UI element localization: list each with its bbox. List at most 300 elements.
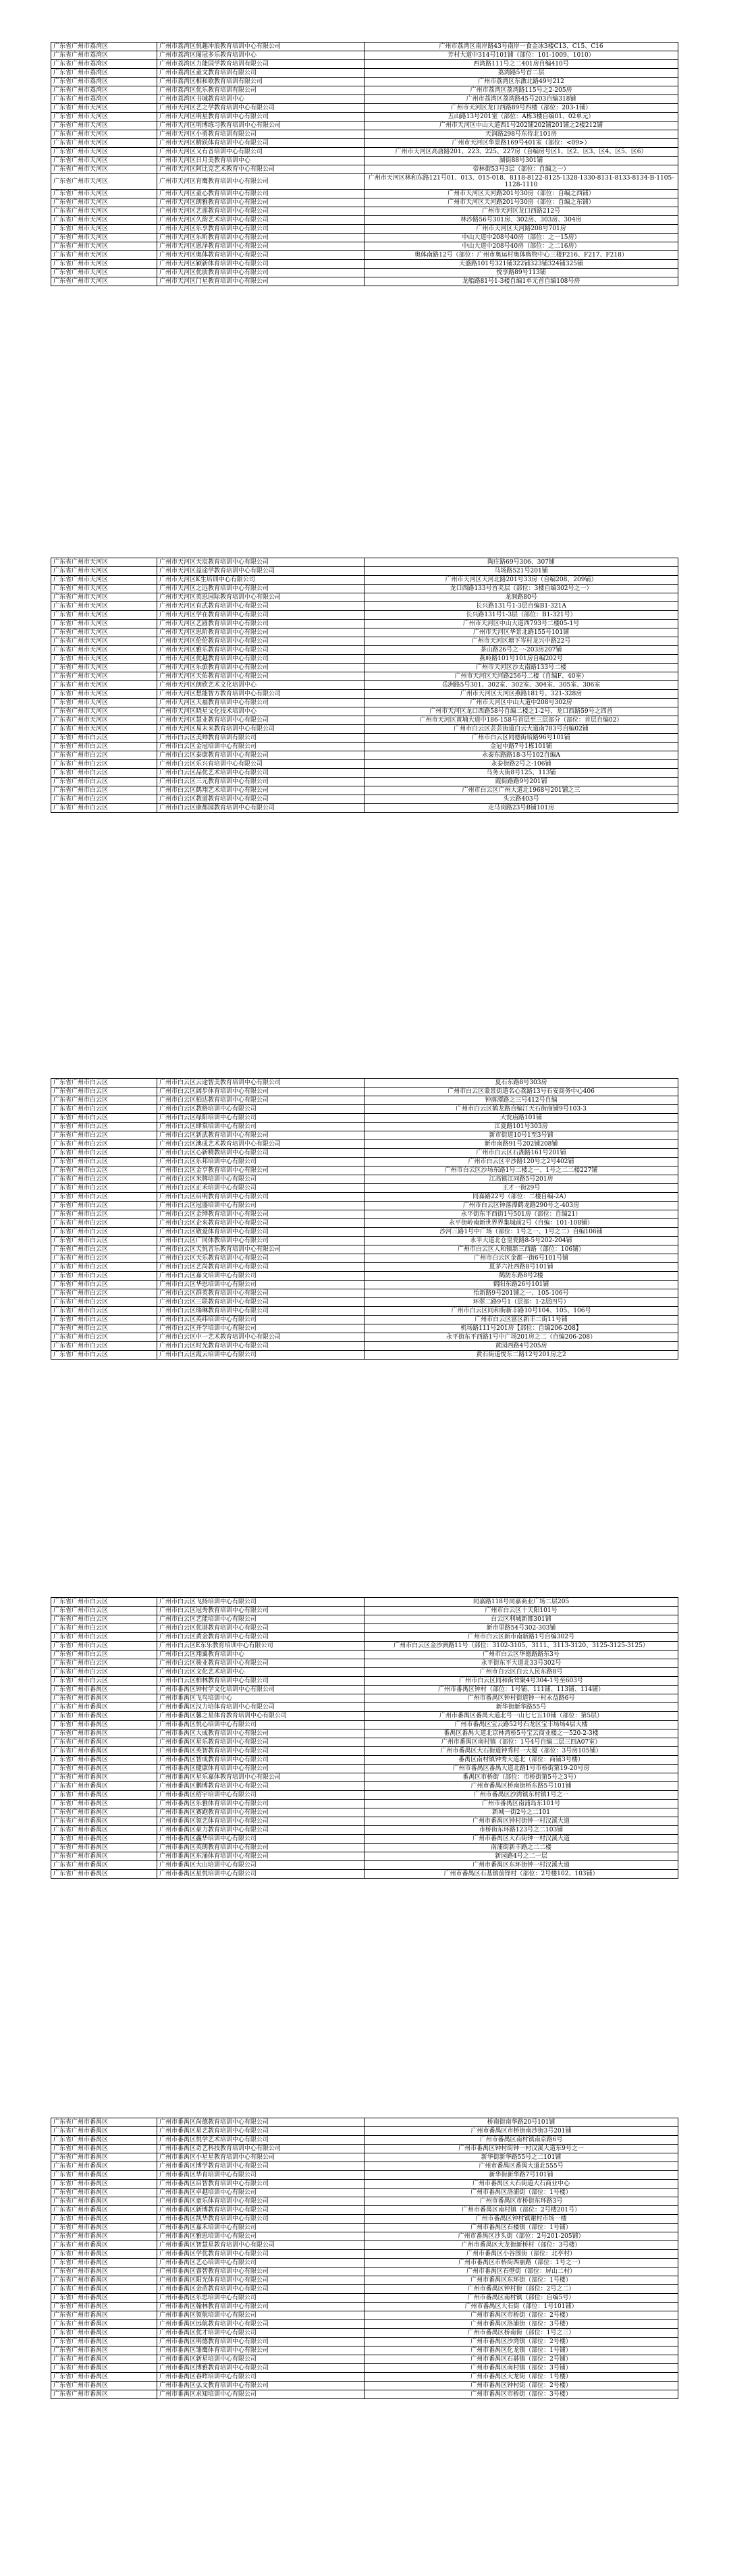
address-cell: 广州市番禺区钟村街道钟一村永益路6号 xyxy=(364,1694,678,1703)
address-cell: 永平街东平西路1号中广场201房之二（自编206-208） xyxy=(364,1333,678,1342)
table-row xyxy=(51,1184,678,1193)
table-row xyxy=(51,1694,678,1703)
institution-name-cell: 广州市番禺区星艺教育培训中心有限公司 xyxy=(157,2127,364,2136)
institution-name-cell: 广州市天河区乐旅教育培训中心有限公司 xyxy=(157,664,364,672)
institution-name-cell: 广州市白云区金绅教育培训中心有限公司 xyxy=(157,1210,364,1219)
address-cell: 燕岭路101号101房自编202号 xyxy=(364,655,678,664)
region-cell: 广东省广州市白云区 xyxy=(51,1210,157,1219)
address-cell: 广州市天河区天河路201号30房（部位：自编之西铺） xyxy=(364,190,678,198)
institution-name-cell: 广州市番禺区启智教育培训中心有限公司 xyxy=(157,2180,364,2189)
institution-name-cell: 广州市白云区艺能培训中心有限公司 xyxy=(157,1615,364,1624)
address-cell: 鹤防东路8号2楼 xyxy=(364,1272,678,1281)
region-cell: 广东省广州市白云区 xyxy=(51,1633,157,1642)
address-cell: 广州市天河区天河路208号701房 xyxy=(364,225,678,234)
region-cell: 广东省广州市天河区 xyxy=(51,198,157,207)
region-cell: 广东省广州市天河区 xyxy=(51,174,157,190)
address-cell: 广州市番禺区沙头街（部位：2号201-205铺） xyxy=(364,2232,678,2241)
region-cell: 广东省广州市番禺区 xyxy=(51,1808,157,1817)
region-cell: 广东省广州市白云区 xyxy=(51,1324,157,1333)
institution-name-cell: 广州市天河区明博练习教育培训中心有限公司 xyxy=(157,122,364,130)
table-row xyxy=(51,139,678,148)
address-cell: 广州市番禺区大龙街（部位：1号楼） xyxy=(364,2373,678,2382)
table-body xyxy=(51,1079,678,1360)
table-row xyxy=(51,1105,678,1114)
region-cell: 广东省广州市天河区 xyxy=(51,216,157,225)
region-cell: 广东省广州市荔湾区 xyxy=(51,69,157,78)
table-row xyxy=(51,260,678,269)
table-row xyxy=(51,2329,678,2338)
region-cell: 广东省广州市白云区 xyxy=(51,1149,157,1158)
address-cell: 岳洲路5号301、302室、302室、304室、305室、306室 xyxy=(364,681,678,690)
address-cell: 广州市天河区林和东路121号01、013、015-018、8118-8122-8125-1328-1330-8131-8133-8134-B-1105-1128-1110 xyxy=(364,174,678,190)
institution-name-cell: 广州市白云区广同体教培训中心有限公司 xyxy=(157,1237,364,1245)
region-cell: 广东省广州市白云区 xyxy=(51,1624,157,1633)
institution-name-cell: 广州市番禺区金苗教育培训中心有限公司 xyxy=(157,2285,364,2294)
address-cell: 永平大道北仓皇瓷路8-5号202-204铺 xyxy=(364,1237,678,1245)
institution-name-cell: 广州市白云区柏林教育培训中心有限公司 xyxy=(157,1677,364,1686)
region-cell: 广东省广州市白云区 xyxy=(51,1263,157,1272)
record-table xyxy=(51,558,678,813)
table-row xyxy=(51,1747,678,1756)
region-cell: 广东省广州市番禺区 xyxy=(51,2118,157,2127)
table-section xyxy=(51,42,678,286)
address-cell: 广州市白云区同和街耸聚4号304-1号至603号 xyxy=(364,1677,678,1686)
institution-name-cell: 广州市天河区优越教育培训中心有限公司 xyxy=(157,655,364,664)
institution-name-cell: 广州市番禺区智成教育培训中心有限公司 xyxy=(157,1756,364,1765)
address-cell: 悦享路89号113铺 xyxy=(364,269,678,277)
table-row xyxy=(51,699,678,707)
institution-name-cell: 广州市番禺区雅思培训中心有限公司 xyxy=(157,2232,364,2241)
region-cell: 广东省广州市番禺区 xyxy=(51,2232,157,2241)
table-row xyxy=(51,198,678,207)
region-cell: 广东省广州市番禺区 xyxy=(51,2346,157,2355)
region-cell: 广东省广州市天河区 xyxy=(51,567,157,576)
institution-name-cell: 广州市天河区伦伦教育培训中心有限公司 xyxy=(157,637,364,646)
institution-name-cell: 广州市白云区教格培训中心有限公司 xyxy=(157,1105,364,1114)
institution-name-cell: 广州市番禺区星乐嘉体教育培训中心有限公司 xyxy=(157,1773,364,1782)
institution-name-cell: 广州市天河区恩泽教育培训中心有限公司 xyxy=(157,242,364,251)
table-row xyxy=(51,2320,678,2329)
address-cell: 龙口西路133号首夹层（部位：3楼自编302号之一） xyxy=(364,585,678,593)
table-row xyxy=(51,646,678,655)
table-row xyxy=(51,1598,678,1607)
region-cell: 广东省广州市白云区 xyxy=(51,1307,157,1316)
address-cell: 广州市天河区龙口西路89号四楼（部位：203-1铺） xyxy=(364,104,678,113)
institution-name-cell: 广州市白云区天悦音乐教育培训中心有限公司 xyxy=(157,1245,364,1254)
address-cell: 广州市番禺区钟村街钟一村汉溪大道东9号之一 xyxy=(364,2145,678,2153)
region-cell: 广东省广州市天河区 xyxy=(51,148,157,157)
region-cell: 广东省广州市白云区 xyxy=(51,1316,157,1324)
region-cell: 广东省广州市番禺区 xyxy=(51,1721,157,1729)
institution-name-cell: 广州市白云区华思培训中心有限公司 xyxy=(157,1281,364,1289)
address-cell: 中山大道中208号40房（部位：之一15房） xyxy=(364,234,678,242)
address-cell: 广州市白云区同和街新丰路10号104、105、106号 xyxy=(364,1307,678,1316)
table-row xyxy=(51,1738,678,1747)
address-cell: 广州市天河区龙口西路212号 xyxy=(364,207,678,216)
table-row xyxy=(51,786,678,795)
region-cell: 广东省广州市白云区 xyxy=(51,1193,157,1202)
address-cell: 广州市番禺区沙湾镇（部位：2号楼） xyxy=(364,2338,678,2346)
table-row xyxy=(51,1756,678,1765)
institution-name-cell: 广州市番禺区东涌体育培训中心有限公司 xyxy=(157,1852,364,1861)
institution-name-cell: 广州市荔湾区力能国学教育培训有限公司 xyxy=(157,60,364,69)
table-row xyxy=(51,1272,678,1281)
table-row xyxy=(51,1166,678,1175)
table-row xyxy=(51,558,678,567)
region-cell: 广东省广州市白云区 xyxy=(51,751,157,760)
region-cell: 广东省广州市白云区 xyxy=(51,795,157,804)
region-cell: 广东省广州市番禺区 xyxy=(51,1782,157,1791)
address-cell: 广州市番禺区市桥街西丽路（部位：1号之一） xyxy=(364,2259,678,2268)
table-row xyxy=(51,1677,678,1686)
table-row xyxy=(51,207,678,216)
institution-name-cell: 广州市番禺区雏鹰体育培训中心有限公司 xyxy=(157,2346,364,2355)
region-cell: 广东省广州市荔湾区 xyxy=(51,51,157,60)
institution-name-cell: 广州市白云区启明教育培训中心有限公司 xyxy=(157,1193,364,1202)
address-cell: 广州市番禺区南村镇（部位：2号楼201号） xyxy=(364,2206,678,2215)
address-cell: 帝林街53号3层（部位：自编之一） xyxy=(364,165,678,174)
table-row xyxy=(51,43,678,51)
table-row xyxy=(51,2364,678,2373)
institution-name-cell: 广州市天河区学在教育培训中心有限公司 xyxy=(157,611,364,620)
table-row xyxy=(51,664,678,672)
region-cell: 广东省广州市白云区 xyxy=(51,1607,157,1615)
table-row xyxy=(51,113,678,122)
institution-name-cell: 广州市荔湾区图冠多乐教育培训中心 xyxy=(157,51,364,60)
address-cell: 广州市番禺区市桥街（部位：3号楼） xyxy=(364,2390,678,2399)
address-cell: 番禺区南村镇钟秀大道北（部位：商铺3号楼） xyxy=(364,1756,678,1765)
table-row xyxy=(51,1765,678,1773)
institution-name-cell: 广州市天河区天福教育培训中心有限公司 xyxy=(157,699,364,707)
institution-name-cell: 广州市番禺区领艺体育培训中心有限公司 xyxy=(157,1817,364,1826)
record-table xyxy=(51,1078,678,1360)
region-cell: 广东省广州市天河区 xyxy=(51,602,157,611)
address-cell: 中山大道中208号40房（部位：之二16房） xyxy=(364,242,678,251)
region-cell: 广东省广州市番禺区 xyxy=(51,2250,157,2259)
region-cell: 广东省广州市天河区 xyxy=(51,707,157,716)
address-cell: 广州市荔湾区南岸路43号南岸一食金冰3楼C13、C15、C16 xyxy=(364,43,678,51)
institution-name-cell: 广州市白云区肆棠培训中心有限公司 xyxy=(157,1123,364,1131)
region-cell: 广东省广州市白云区 xyxy=(51,769,157,778)
institution-name-cell: 广州市番禺区翰林教育培训中心有限公司 xyxy=(157,2303,364,2311)
table-row xyxy=(51,95,678,104)
region-cell: 广东省广州市白云区 xyxy=(51,1598,157,1607)
region-cell: 广东省广州市番禺区 xyxy=(51,1870,157,1879)
address-cell: 广州市白云区白云人民东路8号 xyxy=(364,1668,678,1677)
region-cell: 广东省广州市天河区 xyxy=(51,269,157,277)
table-row xyxy=(51,1607,678,1615)
institution-name-cell: 广州市天河区艺圆教育培训中心有限公司 xyxy=(157,620,364,628)
table-row xyxy=(51,2259,678,2268)
address-cell: 广州市白云区芸芸街道白云大道南783号自编02铺 xyxy=(364,725,678,734)
address-cell: 龙洞路80号 xyxy=(364,593,678,602)
region-cell: 广东省广州市天河区 xyxy=(51,190,157,198)
table-row xyxy=(51,1852,678,1861)
region-cell: 广东省广州市番禺区 xyxy=(51,2145,157,2153)
address-cell: 广州市番禺区大石街道钟秀村一大厦（部位：3号房105铺） xyxy=(364,1747,678,1756)
region-cell: 广东省广州市白云区 xyxy=(51,1184,157,1193)
region-cell: 广东省广州市番禺区 xyxy=(51,1686,157,1694)
institution-name-cell: 广州市天河区门星教育培训中心有限公司 xyxy=(157,277,364,286)
table-row xyxy=(51,1624,678,1633)
address-cell: 新城一街2号之二101 xyxy=(364,1808,678,1817)
institution-name-cell: 广州市天河区易未来教育培训中心有限公司 xyxy=(157,725,364,734)
region-cell: 广东省广州市天河区 xyxy=(51,113,157,122)
region-cell: 广东省广州市番禺区 xyxy=(51,1747,157,1756)
region-cell: 广东省广州市番禺区 xyxy=(51,2311,157,2320)
table-row xyxy=(51,165,678,174)
address-cell: 广州市番禺区宝云路52号石龙区宝丰场场4层大楼 xyxy=(364,1721,678,1729)
institution-name-cell: 广州市天河区乐昕教育培训中心有限公司 xyxy=(157,234,364,242)
region-cell: 广东省广州市白云区 xyxy=(51,1166,157,1175)
institution-name-cell: 广州市番禺区汉力培体育培训中心有限公司 xyxy=(157,1703,364,1712)
address-cell: 长兴路131号1-3层自编B1-321A xyxy=(364,602,678,611)
address-cell: 广州市番禺区市桥街（部位：2号楼） xyxy=(364,2311,678,2320)
address-cell: 新华街新华路7号101铺 xyxy=(364,2171,678,2180)
table-row xyxy=(51,1219,678,1228)
region-cell: 广东省广州市番禺区 xyxy=(51,1694,157,1703)
address-cell: 王才一街29号 xyxy=(364,1184,678,1193)
institution-name-cell: 广州市天河区久韵艺术培训中心有限公司 xyxy=(157,216,364,225)
region-cell: 广东省广州市白云区 xyxy=(51,1651,157,1659)
table-row xyxy=(51,234,678,242)
address-cell: 广州市白云区广州大道北1968号201铺之三 xyxy=(364,786,678,795)
institution-name-cell: 广州市白云区英纬培训中心有限公司 xyxy=(157,1316,364,1324)
institution-name-cell: 广州市荔湾区优乐教育培训有限公司 xyxy=(157,86,364,95)
address-cell: 马场路521号201铺 xyxy=(364,567,678,576)
table-body xyxy=(51,2118,678,2399)
institution-name-cell: 广州市天河区乐享教育培训中心有限公司 xyxy=(157,225,364,234)
table-row xyxy=(51,2153,678,2162)
address-cell: 永泰街路2号之-106铺 xyxy=(364,760,678,769)
table-row xyxy=(51,130,678,139)
region-cell: 广东省广州市天河区 xyxy=(51,655,157,664)
table-row xyxy=(51,1686,678,1694)
institution-name-cell: 广州市天河区朗欣艺术文化培训中心 xyxy=(157,681,364,690)
region-cell: 广东省广州市天河区 xyxy=(51,690,157,699)
institution-name-cell: 广州市番禺区凯华教育培训中心有限公司 xyxy=(157,2215,364,2224)
region-cell: 广东省广州市白云区 xyxy=(51,760,157,769)
table-row xyxy=(51,1193,678,1202)
region-cell: 广东省广州市白云区 xyxy=(51,1114,157,1123)
institution-name-cell: 广州市天河区雅乐教育培训中心有限公司 xyxy=(157,646,364,655)
region-cell: 广东省广州市白云区 xyxy=(51,1140,157,1149)
region-cell: 广东省广州市白云区 xyxy=(51,1131,157,1140)
region-cell: 广东省广州市白云区 xyxy=(51,1642,157,1651)
address-cell: 广州市番禺区钟村街钟一村汉溪大道 xyxy=(364,1817,678,1826)
institution-name-cell: 广州市番禺区华育培训中心有限公司 xyxy=(157,2171,364,2180)
region-cell: 广东省广州市番禺区 xyxy=(51,2285,157,2294)
address-cell: 广州市番禺区大石街钟一村汉溪大道 xyxy=(364,1835,678,1844)
institution-name-cell: 广州市白云区金亨教育培训中心有限公司 xyxy=(157,1166,364,1175)
region-cell: 广东省广州市白云区 xyxy=(51,1245,157,1254)
address-cell: 广州市番禺区化龙镇（部位：1号铺） xyxy=(364,2346,678,2355)
region-cell: 广东省广州市白云区 xyxy=(51,743,157,751)
address-cell: 广州市天河区龙口西路58号自编二楼之1-2号、龙口西路59号之四首 xyxy=(364,707,678,716)
institution-name-cell: 广州市番禺区健康体育培训中心有限公司 xyxy=(157,1765,364,1773)
address-cell: 广州市番禺区番禺大道北路1号市桥街第19-20号房 xyxy=(364,1765,678,1773)
institution-name-cell: 广州市白云区云途智美教育培训中心有限公司 xyxy=(157,1079,364,1088)
region-cell: 广东省广州市番禺区 xyxy=(51,2224,157,2232)
table-row xyxy=(51,251,678,260)
address-cell: 霞街路路9号201铺 xyxy=(364,778,678,786)
region-cell: 广东省广州市天河区 xyxy=(51,716,157,725)
region-cell: 广东省广州市番禺区 xyxy=(51,1712,157,1721)
institution-name-cell: 广州市天河区精跃体育培训中心有限公司 xyxy=(157,139,364,148)
institution-name-cell: 广州市天河区艺之学教育培训中心有限公司 xyxy=(157,104,364,113)
address-cell: 天润路298号东侍北101房 xyxy=(364,130,678,139)
address-cell: 新华街新华路55号之二101铺 xyxy=(364,2153,678,2162)
address-cell: 陶庄路69号306、307铺 xyxy=(364,558,678,567)
institution-name-cell: 广州市番禺区大成教育培训中心有限公司 xyxy=(157,1729,364,1738)
institution-name-cell: 广州市白云区时光教育培训中心有限公司 xyxy=(157,1342,364,1351)
table-row xyxy=(51,567,678,576)
region-cell: 广东省广州市天河区 xyxy=(51,637,157,646)
address-cell: 广州市番禺区市桥街东环路3号 xyxy=(364,2197,678,2206)
institution-name-cell: 广州市番禺区英智教育培训中心有限公司 xyxy=(157,1747,364,1756)
region-cell: 广东省广州市番禺区 xyxy=(51,1852,157,1861)
institution-name-cell: 广州市白云区飞扬培训中心有限公司 xyxy=(157,1598,364,1607)
institution-name-cell: 广州市天河区天宸教育培训中心有限公司 xyxy=(157,558,364,567)
region-cell: 广东省广州市白云区 xyxy=(51,1677,157,1686)
region-cell: 广东省广州市天河区 xyxy=(51,593,157,602)
address-cell: 广州市番禺区东环街钟一村汉溪大道 xyxy=(364,1861,678,1870)
table-row xyxy=(51,2303,678,2311)
institution-name-cell: 广州市白云区教道教育培训中心有限公司 xyxy=(157,795,364,804)
region-cell: 广东省广州市天河区 xyxy=(51,628,157,637)
institution-name-cell: 广州市番禺区乐雅体育培训中心有限公司 xyxy=(157,1800,364,1808)
address-cell: 番禺区番禺大道北京林湾桥5号宝云商业楼之一520-2-3楼 xyxy=(364,1729,678,1738)
region-cell: 广东省广州市天河区 xyxy=(51,139,157,148)
table-row xyxy=(51,2127,678,2136)
table-row xyxy=(51,1826,678,1835)
region-cell: 广东省广州市白云区 xyxy=(51,1281,157,1289)
table-row xyxy=(51,760,678,769)
institution-name-cell: 广州市番禺区博雅教育培训中心有限公司 xyxy=(157,2364,364,2373)
region-cell: 广东省广州市白云区 xyxy=(51,1105,157,1114)
address-cell: 广州市荔湾区东漖北路49号212 xyxy=(364,78,678,86)
region-cell: 广东省广州市番禺区 xyxy=(51,1791,157,1800)
region-cell: 广东省广州市白云区 xyxy=(51,1202,157,1210)
address-cell: 广州市番禺区大石街（部位：1号101铺） xyxy=(364,2303,678,2311)
table-row xyxy=(51,2355,678,2364)
institution-name-cell: 广州市荔湾区书城教育培训中心 xyxy=(157,95,364,104)
institution-name-cell: 广州市白云区正禾培训中心有限公司 xyxy=(157,1184,364,1193)
address-cell: 鹤阳东路26号101铺 xyxy=(364,1281,678,1289)
table-row xyxy=(51,1158,678,1166)
address-cell: 广州市天河区华景路169号401室（部位：<09>） xyxy=(364,139,678,148)
institution-name-cell: 广州市荔湾区悦趣冲浪教育培训中心有限公司 xyxy=(157,43,364,51)
address-cell: 广州市白云区平沙路120号之2号402铺 xyxy=(364,1158,678,1166)
region-cell: 广东省广州市白云区 xyxy=(51,1219,157,1228)
address-cell: 广州市番禺区东环街（部位：1号楼） xyxy=(364,2276,678,2285)
institution-name-cell: 广州市荔湾区相和歌教育培训有限公司 xyxy=(157,78,364,86)
institution-name-cell: 广州市白云区品优艺术培训中心有限公司 xyxy=(157,769,364,778)
institution-name-cell: 广州市天河区想能智方教育培训中心有限公司 xyxy=(157,690,364,699)
table-body xyxy=(51,1598,678,1879)
table-row xyxy=(51,2311,678,2320)
table-row xyxy=(51,1316,678,1324)
table-row xyxy=(51,1817,678,1826)
address-cell: 广州市白云区十天阳101号 xyxy=(364,1607,678,1615)
table-row xyxy=(51,2338,678,2346)
institution-name-cell: 广州市白云区骏业教育培训中心有限公司 xyxy=(157,1659,364,1668)
address-cell: 广州市天河区天河北路201号33房（自编208、209铺） xyxy=(364,576,678,585)
table-row xyxy=(51,2390,678,2399)
region-cell: 广东省广州市天河区 xyxy=(51,672,157,681)
table-row xyxy=(51,1782,678,1791)
institution-name-cell: 广州市白云区冠秀教育培训中心有限公司 xyxy=(157,1607,364,1615)
region-cell: 广东省广州市番禺区 xyxy=(51,1861,157,1870)
table-row xyxy=(51,86,678,95)
region-cell: 广东省广州市天河区 xyxy=(51,558,157,567)
region-cell: 广东省广州市番禺区 xyxy=(51,1800,157,1808)
institution-name-cell: 广州市天河区英思国际教育培训中心有限公司 xyxy=(157,593,364,602)
institution-name-cell: 广州市白云区中一艺术教育培训中心有限公司 xyxy=(157,1333,364,1342)
institution-name-cell: 广州市白云区敬爱体育培训中心有限公司 xyxy=(157,1228,364,1237)
table-row xyxy=(51,804,678,813)
table-section xyxy=(51,1597,678,1879)
institution-name-cell: 广州市白云区E东乐教育培训中心有限公司 xyxy=(157,1642,364,1651)
table-row xyxy=(51,148,678,157)
table-row xyxy=(51,51,678,60)
table-row xyxy=(51,2241,678,2250)
table-row xyxy=(51,1210,678,1219)
institution-name-cell: 广州市天河区K生培训中心有限公司 xyxy=(157,576,364,585)
table-row xyxy=(51,628,678,637)
address-cell: 广州市白云区人和镇新三西路（部位：106铺） xyxy=(364,1245,678,1254)
institution-name-cell: 广州市番禺区博学教育培训中心有限公司 xyxy=(157,2162,364,2171)
region-cell: 广东省广州市白云区 xyxy=(51,734,157,743)
address-cell: 广州市白云区金都一街6号101号铺 xyxy=(364,1254,678,1263)
table-row xyxy=(51,1289,678,1298)
region-cell: 广东省广州市番禺区 xyxy=(51,1765,157,1773)
region-cell: 广东省广州市天河区 xyxy=(51,234,157,242)
institution-name-cell: 广州市白云区瑞琳教育培训中心有限公司 xyxy=(157,1307,364,1316)
address-cell: 长兴路131号1-3层（部位：B1-321号） xyxy=(364,611,678,620)
region-cell: 广东省广州市番禺区 xyxy=(51,2206,157,2215)
address-cell: 新市南路91号202铺208铺 xyxy=(364,1140,678,1149)
address-cell: 黄石街道悦东二路12号201房之2 xyxy=(364,1351,678,1360)
institution-name-cell: 广州市番禺区星悦培训中心有限公司 xyxy=(157,1870,364,1879)
table-row xyxy=(51,60,678,69)
table-section xyxy=(51,2118,678,2399)
record-table xyxy=(51,42,678,286)
record-table xyxy=(51,2118,678,2399)
institution-name-cell: 广州市天河区天佑教育培训中心有限公司 xyxy=(157,672,364,681)
region-cell: 广东省广州市番禺区 xyxy=(51,2180,157,2189)
address-cell: 市桥街东环路123号之二103铺 xyxy=(364,1826,678,1835)
region-cell: 广东省广州市天河区 xyxy=(51,277,157,286)
region-cell: 广东省广州市番禺区 xyxy=(51,2329,157,2338)
region-cell: 广东省广州市荔湾区 xyxy=(51,60,157,69)
region-cell: 广东省广州市荔湾区 xyxy=(51,86,157,95)
institution-name-cell: 广州市番禺区小星星教育培训中心有限公司 xyxy=(157,2153,364,2162)
address-cell: 广州市番禺区大石街道大石商业中心 xyxy=(364,2180,678,2189)
address-cell: 广州市番禺区石碁镇（部位：2号铺） xyxy=(364,2355,678,2364)
address-cell: 广州市番禺区番禺大道北号一山七七五10铺（部位：第5层） xyxy=(364,1712,678,1721)
region-cell: 广东省广州市白云区 xyxy=(51,786,157,795)
address-cell: 广州市荔湾区荔湾路115号之2-205房 xyxy=(364,86,678,95)
region-cell: 广东省广州市天河区 xyxy=(51,157,157,165)
institution-name-cell: 广州市白云区冠盛培训中心有限公司 xyxy=(157,1202,364,1210)
region-cell: 广东省广州市白云区 xyxy=(51,1158,157,1166)
institution-name-cell: 广州市天河区明星教育培训中心有限公司 xyxy=(157,113,364,122)
address-cell: 桥南街南华路20号101铺 xyxy=(364,2118,678,2127)
table-row xyxy=(51,1263,678,1272)
address-cell: 永平街东平西街1号501房（部位：自编21） xyxy=(364,1210,678,1219)
address-cell: 同嘉路118号同嘉商业广场二层205 xyxy=(364,1598,678,1607)
